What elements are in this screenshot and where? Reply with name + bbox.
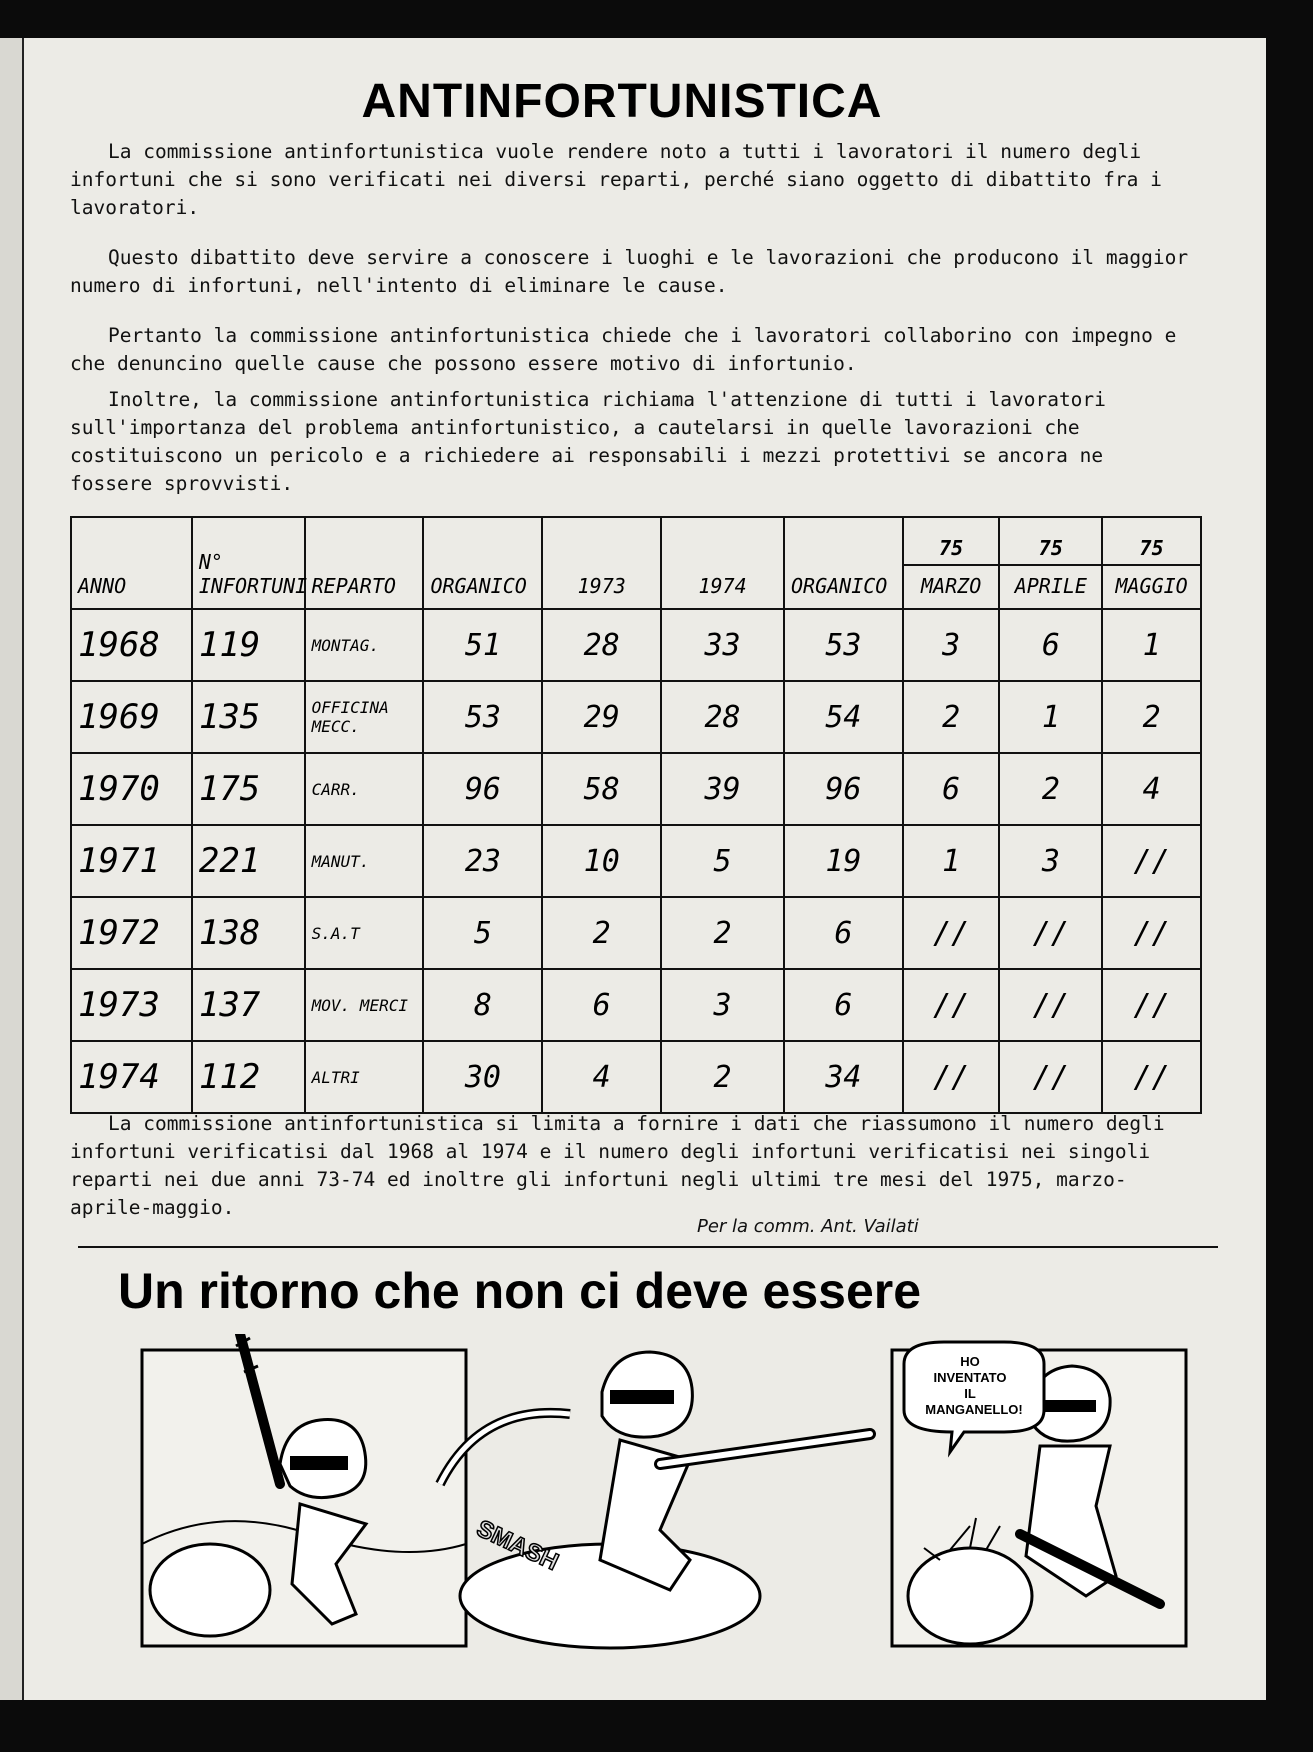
cell-maggio: 4 [1102,753,1201,825]
table-row [71,1041,1201,1113]
cell-aprile: 2 [999,753,1102,825]
cell-marzo: // [903,969,1000,1041]
header-maggio-year: 75 [1103,534,1200,566]
cell-organico-1: 8 [423,969,542,1041]
cell-infortuni: 112 [192,1041,305,1113]
signature: Per la comm. Ant. Vailati [697,1216,919,1237]
cell-1973: 10 [542,825,661,897]
intro-paragraph-1 [70,138,1190,222]
cell-organico-2: 6 [784,969,903,1041]
cell-organico-2: 96 [784,753,903,825]
cell-reparto: S.A.T [305,897,424,969]
cell-organico-2: 54 [784,681,903,753]
header-aprile [999,517,1102,609]
cell-1973: 2 [542,897,661,969]
cell-1974: 39 [661,753,784,825]
cell-aprile: 1 [999,681,1102,753]
header-maggio [1102,517,1201,609]
injury-statistics-table [70,516,1202,1114]
table-row [71,753,1201,825]
intro-paragraph-3 [70,322,1190,378]
intro-paragraph-1-text: La commissione antinfortunistica vuole rendere noto a tutti i lavoratori il numero degli infortuni che si sono verificati nei diversi reparti, perché siano oggetto di dibattito fra i lavoratori. [70,140,1162,219]
right-page-edge [1266,0,1313,1752]
cell-maggio: 1 [1102,609,1201,681]
bubble-line-3: IL [964,1386,976,1401]
bubble-line-1: HO [960,1354,980,1369]
summary-paragraph [70,1110,1190,1222]
cell-maggio: // [1102,897,1201,969]
header-reparto: REPARTO [305,517,424,609]
table-header-row [71,517,1201,609]
header-aprile-label: APRILE [1014,574,1087,598]
cell-marzo: 6 [903,753,1000,825]
table-row [71,681,1201,753]
header-infortuni: N° INFORTUNI [192,517,305,609]
cell-anno: 1971 [71,825,192,897]
table-row [71,825,1201,897]
cell-anno: 1969 [71,681,192,753]
cell-1974: 3 [661,969,784,1041]
comic-strip [140,1334,1188,1650]
cell-infortuni: 135 [192,681,305,753]
header-anno: ANNO [71,517,192,609]
intro-paragraph-4-text: Inoltre, la commissione antinfortunistica richiama l'attenzione di tutti i lavoratori sull'importanza del problema antinfortunistico, a cautelarsi in quelle lavorazioni che costituiscono un pericolo e a richiedere ai responsabili i mezzi protettivi se ancora ne fossere sprovvisti. [70,388,1106,495]
cell-reparto: MANUT. [305,825,424,897]
cell-marzo: 1 [903,825,1000,897]
cell-maggio: // [1102,1041,1201,1113]
cell-infortuni: 138 [192,897,305,969]
header-marzo [903,517,1000,609]
newspaper-page [22,38,1266,1700]
cell-aprile: // [999,897,1102,969]
cell-1974: 28 [661,681,784,753]
cell-1974: 2 [661,897,784,969]
cell-aprile: // [999,969,1102,1041]
cell-marzo: 3 [903,609,1000,681]
table-row [71,609,1201,681]
cell-organico-1: 53 [423,681,542,753]
cell-1973: 58 [542,753,661,825]
intro-paragraph-2 [70,244,1190,300]
comic-panel-1 [142,1334,466,1646]
cell-1974: 5 [661,825,784,897]
cell-1973: 29 [542,681,661,753]
cell-marzo: // [903,897,1000,969]
cell-anno: 1972 [71,897,192,969]
cell-anno: 1974 [71,1041,192,1113]
table-row [71,897,1201,969]
intro-paragraph-3-text: Pertanto la commissione antinfortunistica chiede che i lavoratori collaborino con impegno e che denuncino quelle cause che possono essere motivo di infortunio. [70,324,1177,375]
bubble-line-2: INVENTATO [933,1370,1007,1385]
cell-infortuni: 137 [192,969,305,1041]
cell-anno: 1968 [71,609,192,681]
cell-aprile: // [999,1041,1102,1113]
cell-organico-1: 5 [423,897,542,969]
header-1974: 1974 [661,517,784,609]
cell-reparto: MONTAG. [305,609,424,681]
header-marzo-label: MARZO [921,574,982,598]
cell-organico-1: 30 [423,1041,542,1113]
comic-panel-2 [440,1352,870,1648]
cartoon-headline: Un ritorno che non ci deve essere [118,1263,922,1319]
cell-organico-2: 34 [784,1041,903,1113]
cell-1974: 2 [661,1041,784,1113]
header-aprile-year: 75 [1000,534,1101,566]
page-title: ANTINFORTUNISTICA [361,75,883,128]
cell-1974: 33 [661,609,784,681]
summary-paragraph-text: La commissione antinfortunistica si limita a fornire i dati che riassumono il numero degli infortuni verificatisi dal 1968 al 1974 e il numero degli infortuni verificatisi nei singoli reparti nei due anni 73-74 ed inoltre gli infortuni negli ultimi tre mesi del 1975, marzo-aprile-maggio. [70,1112,1165,1219]
cell-anno: 1970 [71,753,192,825]
cell-infortuni: 119 [192,609,305,681]
intro-paragraph-2-text: Questo dibattito deve servire a conoscere i luoghi e le lavorazioni che producono il maggior numero di infortuni, nell'intento di eliminare le cause. [70,246,1189,297]
cell-anno: 1973 [71,969,192,1041]
cell-maggio: // [1102,825,1201,897]
cell-reparto: ALTRI [305,1041,424,1113]
cell-marzo: // [903,1041,1000,1113]
cell-organico-1: 23 [423,825,542,897]
header-marzo-year: 75 [904,534,999,566]
cell-infortuni: 221 [192,825,305,897]
header-organico-1: ORGANICO [423,517,542,609]
cell-reparto: MOV. MERCI [305,969,424,1041]
intro-paragraph-4 [70,386,1190,498]
cell-organico-2: 6 [784,897,903,969]
bubble-line-4: MANGANELLO! [925,1402,1023,1417]
cell-1973: 4 [542,1041,661,1113]
header-1973: 1973 [542,517,661,609]
comic-panel-3 [892,1342,1186,1646]
header-organico-2: ORGANICO [784,517,903,609]
cell-reparto: OFFICINA MECC. [305,681,424,753]
divider-rule [78,1246,1218,1248]
cell-reparto: CARR. [305,753,424,825]
cell-marzo: 2 [903,681,1000,753]
cell-organico-1: 96 [423,753,542,825]
cell-maggio: 2 [1102,681,1201,753]
cell-organico-1: 51 [423,609,542,681]
cell-organico-2: 53 [784,609,903,681]
left-page-edge [0,38,24,1700]
cell-organico-2: 19 [784,825,903,897]
cell-maggio: // [1102,969,1201,1041]
smash-label: SMASH [472,1514,563,1577]
cell-1973: 6 [542,969,661,1041]
cell-aprile: 6 [999,609,1102,681]
cell-1973: 28 [542,609,661,681]
cell-aprile: 3 [999,825,1102,897]
header-maggio-label: MAGGIO [1115,574,1188,598]
cell-infortuni: 175 [192,753,305,825]
table-row [71,969,1201,1041]
